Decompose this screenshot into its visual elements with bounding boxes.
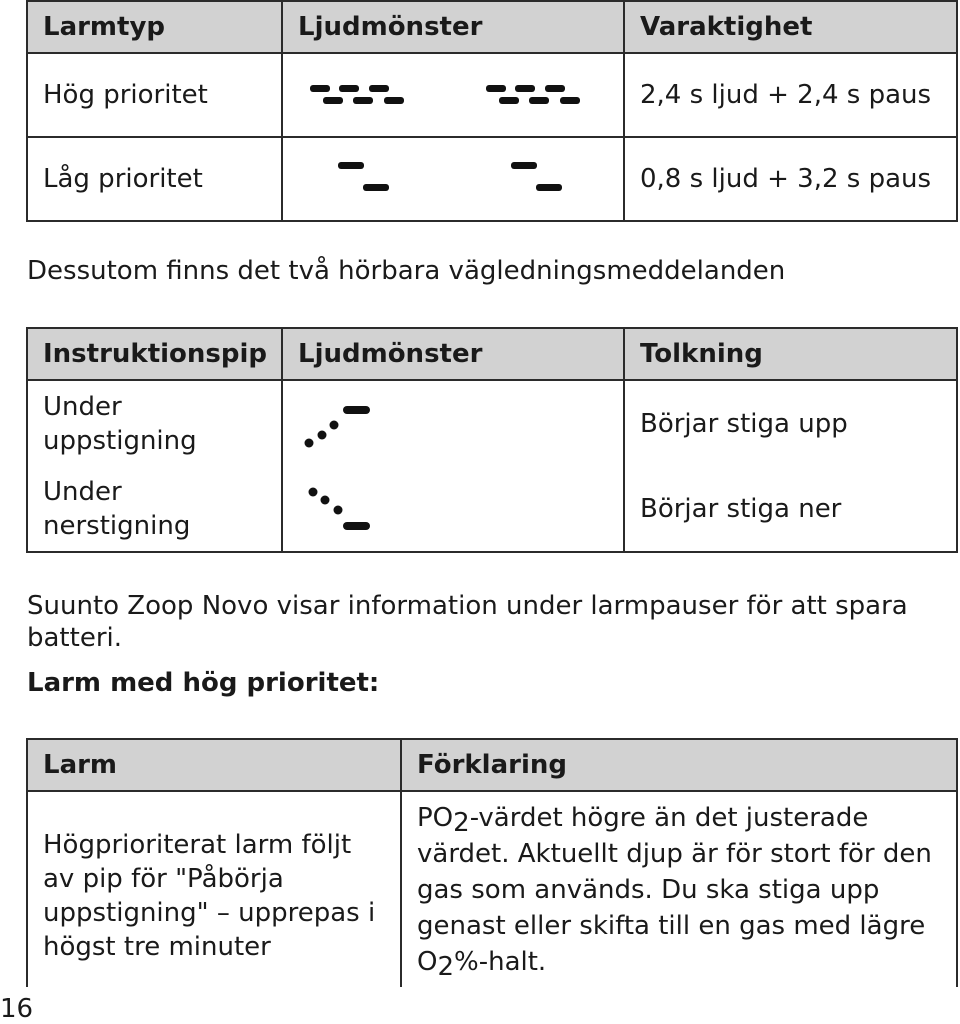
high-priority-alarm-table: [26, 738, 958, 987]
table-row: [27, 466, 957, 552]
sound-pattern-low: [282, 137, 624, 221]
header-ljudmonster: Ljudmönster: [282, 328, 624, 380]
header-tolkning: Tolkning: [624, 328, 957, 380]
explanation-text-end: %-halt.: [454, 946, 547, 977]
alarm-type-cell: Låg prioritet: [27, 137, 282, 221]
table-row: [27, 791, 957, 987]
header-ljudmonster: Ljudmönster: [282, 1, 624, 53]
table-row: [27, 137, 957, 221]
header-varaktighet: Varaktighet: [624, 1, 957, 53]
subscript: 2: [437, 951, 455, 982]
section-heading: Larm med hög prioritet:: [27, 668, 380, 698]
explanation-text: -värdet högre än det justerade värdet. Aktuellt djup är för stort för den gas som används. Du ska stiga upp genast eller skifta till en gas med lägre O: [417, 802, 932, 977]
alarm-type-cell: Hög prioritet: [27, 53, 282, 137]
header-larm: Larm: [27, 739, 401, 791]
page-number: 16: [0, 994, 34, 1024]
alarm-type-table: [26, 0, 958, 222]
header-larmtyp: Larmtyp: [27, 1, 282, 53]
alarm-cell: Högprioriterat larm följt av pip för "Påbörja uppstigning" – upprepas i högst tre minuter: [27, 791, 401, 987]
table-row: [27, 53, 957, 137]
table-row: [27, 380, 957, 466]
paragraph-guidance: Dessutom finns det två hörbara vägledningsmeddelanden: [27, 256, 786, 286]
meaning-cell: Börjar stiga upp: [624, 380, 957, 466]
descent-pattern: [282, 466, 624, 552]
explanation-cell: [401, 791, 957, 987]
duration-cell: 2,4 s ljud + 2,4 s paus: [624, 53, 957, 137]
header-instruktionspip: Instruktionspip: [27, 328, 282, 380]
descent-pattern-icon: [283, 474, 623, 544]
meaning-cell: Börjar stiga ner: [624, 466, 957, 552]
duration-cell: 0,8 s ljud + 3,2 s paus: [624, 137, 957, 221]
ascent-pattern-icon: [283, 389, 623, 459]
sound-pattern-high: [282, 53, 624, 137]
low-priority-pattern-icon: [283, 154, 623, 204]
paragraph-battery: Suunto Zoop Novo visar information under larmpauser för att spara batteri.: [27, 591, 908, 653]
explanation-text-start: PO: [417, 802, 454, 833]
guidance-type-cell: Under uppstigning: [27, 380, 282, 466]
guidance-table: [26, 327, 958, 553]
header-forklaring: Förklaring: [401, 739, 957, 791]
guidance-type-cell: Under nerstigning: [27, 466, 282, 552]
subscript: 2: [453, 807, 470, 838]
high-priority-pattern-icon: [283, 75, 623, 115]
ascent-pattern: [282, 380, 624, 466]
